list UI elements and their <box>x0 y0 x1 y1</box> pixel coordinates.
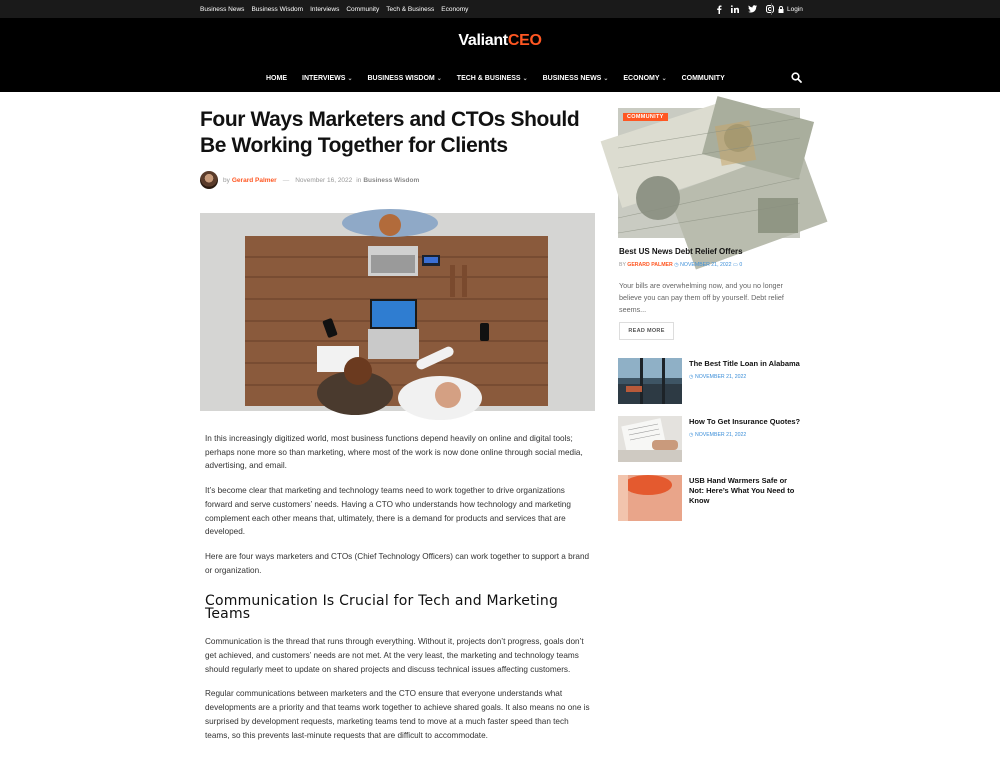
window-view-illustration <box>618 358 682 404</box>
sidebar-post[interactable] <box>618 358 802 404</box>
chevron-down-icon: ⌄ <box>522 75 528 82</box>
article-paragraph: It’s become clear that marketing and technology teams need to work together to drive organizations forward and serve customers’ needs. Having a CTO who understands how technology and marketing complement each other means that, ultimately, there is a demand for products and services that are developed. <box>205 486 571 537</box>
post-title[interactable]: USB Hand Warmers Safe or Not: Here’s What You Need to Know <box>689 476 795 505</box>
post-title[interactable]: How To Get Insurance Quotes? <box>689 417 801 426</box>
search-icon[interactable] <box>791 72 802 83</box>
linkedin-icon[interactable] <box>731 5 739 13</box>
comment-icon: ▭ <box>732 262 738 268</box>
article-date: November 16, 2022 <box>295 176 353 184</box>
article-title: Four Ways Marketers and CTOs Should Be Working Together for Clients <box>200 108 580 157</box>
featured-post-excerpt: Your bills are overwhelming now, and you no longer believe you can pay them off by yourself. Debt relief seems... <box>619 281 784 314</box>
nav-interviews[interactable]: INTERVIEWS ⌄ <box>302 74 353 82</box>
meta-by: BY <box>619 262 626 268</box>
top-bar-divider <box>771 3 772 15</box>
post-thumbnail[interactable] <box>618 358 682 404</box>
meta-by: by <box>223 176 230 184</box>
post-date: ◷ NOVEMBER 21, 2022 <box>689 374 747 380</box>
category-badge[interactable]: COMMUNITY <box>623 113 668 121</box>
top-link-community[interactable]: Community <box>346 5 380 13</box>
chevron-down-icon: ⌄ <box>603 75 609 82</box>
social-links <box>716 0 774 18</box>
nav-community[interactable]: COMMUNITY <box>681 74 725 82</box>
site-header <box>0 18 1000 92</box>
category-link[interactable]: Business Wisdom <box>363 176 420 184</box>
sidebar-post[interactable] <box>618 475 802 505</box>
chevron-down-icon: ⌄ <box>661 75 667 82</box>
logo-text-valiant: Valiant <box>458 32 508 49</box>
top-link-interviews[interactable]: Interviews <box>310 5 340 13</box>
featured-post-meta <box>619 262 742 268</box>
facebook-icon[interactable] <box>716 5 722 14</box>
meta-dash: — <box>282 176 290 184</box>
featured-post-image[interactable] <box>618 108 800 238</box>
top-link-economy[interactable]: Economy <box>441 5 469 13</box>
featured-author-link[interactable]: GERARD PALMER <box>627 262 673 268</box>
top-link-tech-business[interactable]: Tech & Business <box>386 5 435 13</box>
article-paragraph: Communication is the thread that runs through everything. Without it, projects don’t progress, goals don’t get achieved, and customers’ needs are not met. At the very least, the marketing and technology teams should regularly meet to update on shared projects and discuss technical issues affecting customers. <box>205 637 584 674</box>
post-title[interactable]: The Best Title Loan in Alabama <box>689 359 800 368</box>
nav-home[interactable]: HOME <box>266 74 287 82</box>
post-thumbnail[interactable] <box>618 416 682 462</box>
paperwork-illustration <box>618 416 682 462</box>
sidebar-post[interactable] <box>618 416 802 462</box>
nav-tech-business[interactable]: TECH & BUSINESS ⌄ <box>456 74 528 82</box>
chevron-down-icon: ⌄ <box>347 75 353 82</box>
article-meta <box>200 170 419 190</box>
top-link-business-wisdom[interactable]: Business Wisdom <box>251 5 304 13</box>
article-paragraph: Regular communications between marketers and the CTO ensure that everyone understands what developments are a priority and that teams work together to achieve shared goals. It also means no one is surprised by development requests, marketing teams tend to move at a much faster speed than tech teams, so this prevents last-minute requests that are difficult to accommodate. <box>205 689 590 740</box>
clock-icon: ◷ <box>689 432 695 438</box>
read-more-button[interactable]: READ MORE <box>619 322 674 340</box>
comment-count[interactable]: 0 <box>739 262 743 268</box>
featured-post-title[interactable]: Best US News Debt Relief Offers <box>619 247 743 256</box>
clock-icon: ◷ <box>689 374 695 380</box>
main-nav <box>266 72 725 84</box>
office-desk-illustration <box>200 213 595 411</box>
login-link[interactable] <box>778 0 803 18</box>
hand-warmer-illustration <box>618 475 682 521</box>
post-thumbnail[interactable] <box>618 475 682 521</box>
top-link-business-news[interactable]: Business News <box>200 5 245 13</box>
article-body <box>205 432 590 753</box>
hero-image <box>200 213 595 411</box>
instagram-icon[interactable] <box>766 5 774 13</box>
top-links <box>200 0 468 18</box>
nav-business-news[interactable]: BUSINESS NEWS ⌄ <box>542 74 609 82</box>
featured-post-date: NOVEMBER 21, 2022 <box>680 262 732 268</box>
twitter-icon[interactable] <box>748 5 757 13</box>
dollar-bills-illustration <box>618 108 800 238</box>
logo-text-ceo: CEO <box>507 32 542 49</box>
article-paragraph: Here are four ways marketers and CTOs (Chief Technology Officers) can work together to support a brand or organization. <box>205 551 590 575</box>
clock-icon: ◷ <box>674 262 679 268</box>
lock-icon <box>778 6 784 13</box>
nav-economy[interactable]: ECONOMY ⌄ <box>623 74 667 82</box>
article-paragraph: In this increasingly digitized world, most business functions depend heavily on online and digital tools; perhaps none more so than marketing, where most of the work is now done online through social media, advertising, and email. <box>205 434 583 471</box>
post-date: ◷ NOVEMBER 21, 2022 <box>689 432 747 438</box>
login-label: Login <box>787 5 803 13</box>
author-avatar[interactable] <box>200 171 218 189</box>
section-heading: Communication Is Crucial for Tech and Marketing Teams <box>205 593 559 623</box>
author-link[interactable]: Gerard Palmer <box>231 176 277 184</box>
meta-in: in <box>356 176 362 184</box>
chevron-down-icon: ⌄ <box>436 75 442 82</box>
nav-business-wisdom[interactable]: BUSINESS WISDOM ⌄ <box>367 74 442 82</box>
site-logo[interactable] <box>0 32 1000 50</box>
top-bar <box>0 0 1000 18</box>
